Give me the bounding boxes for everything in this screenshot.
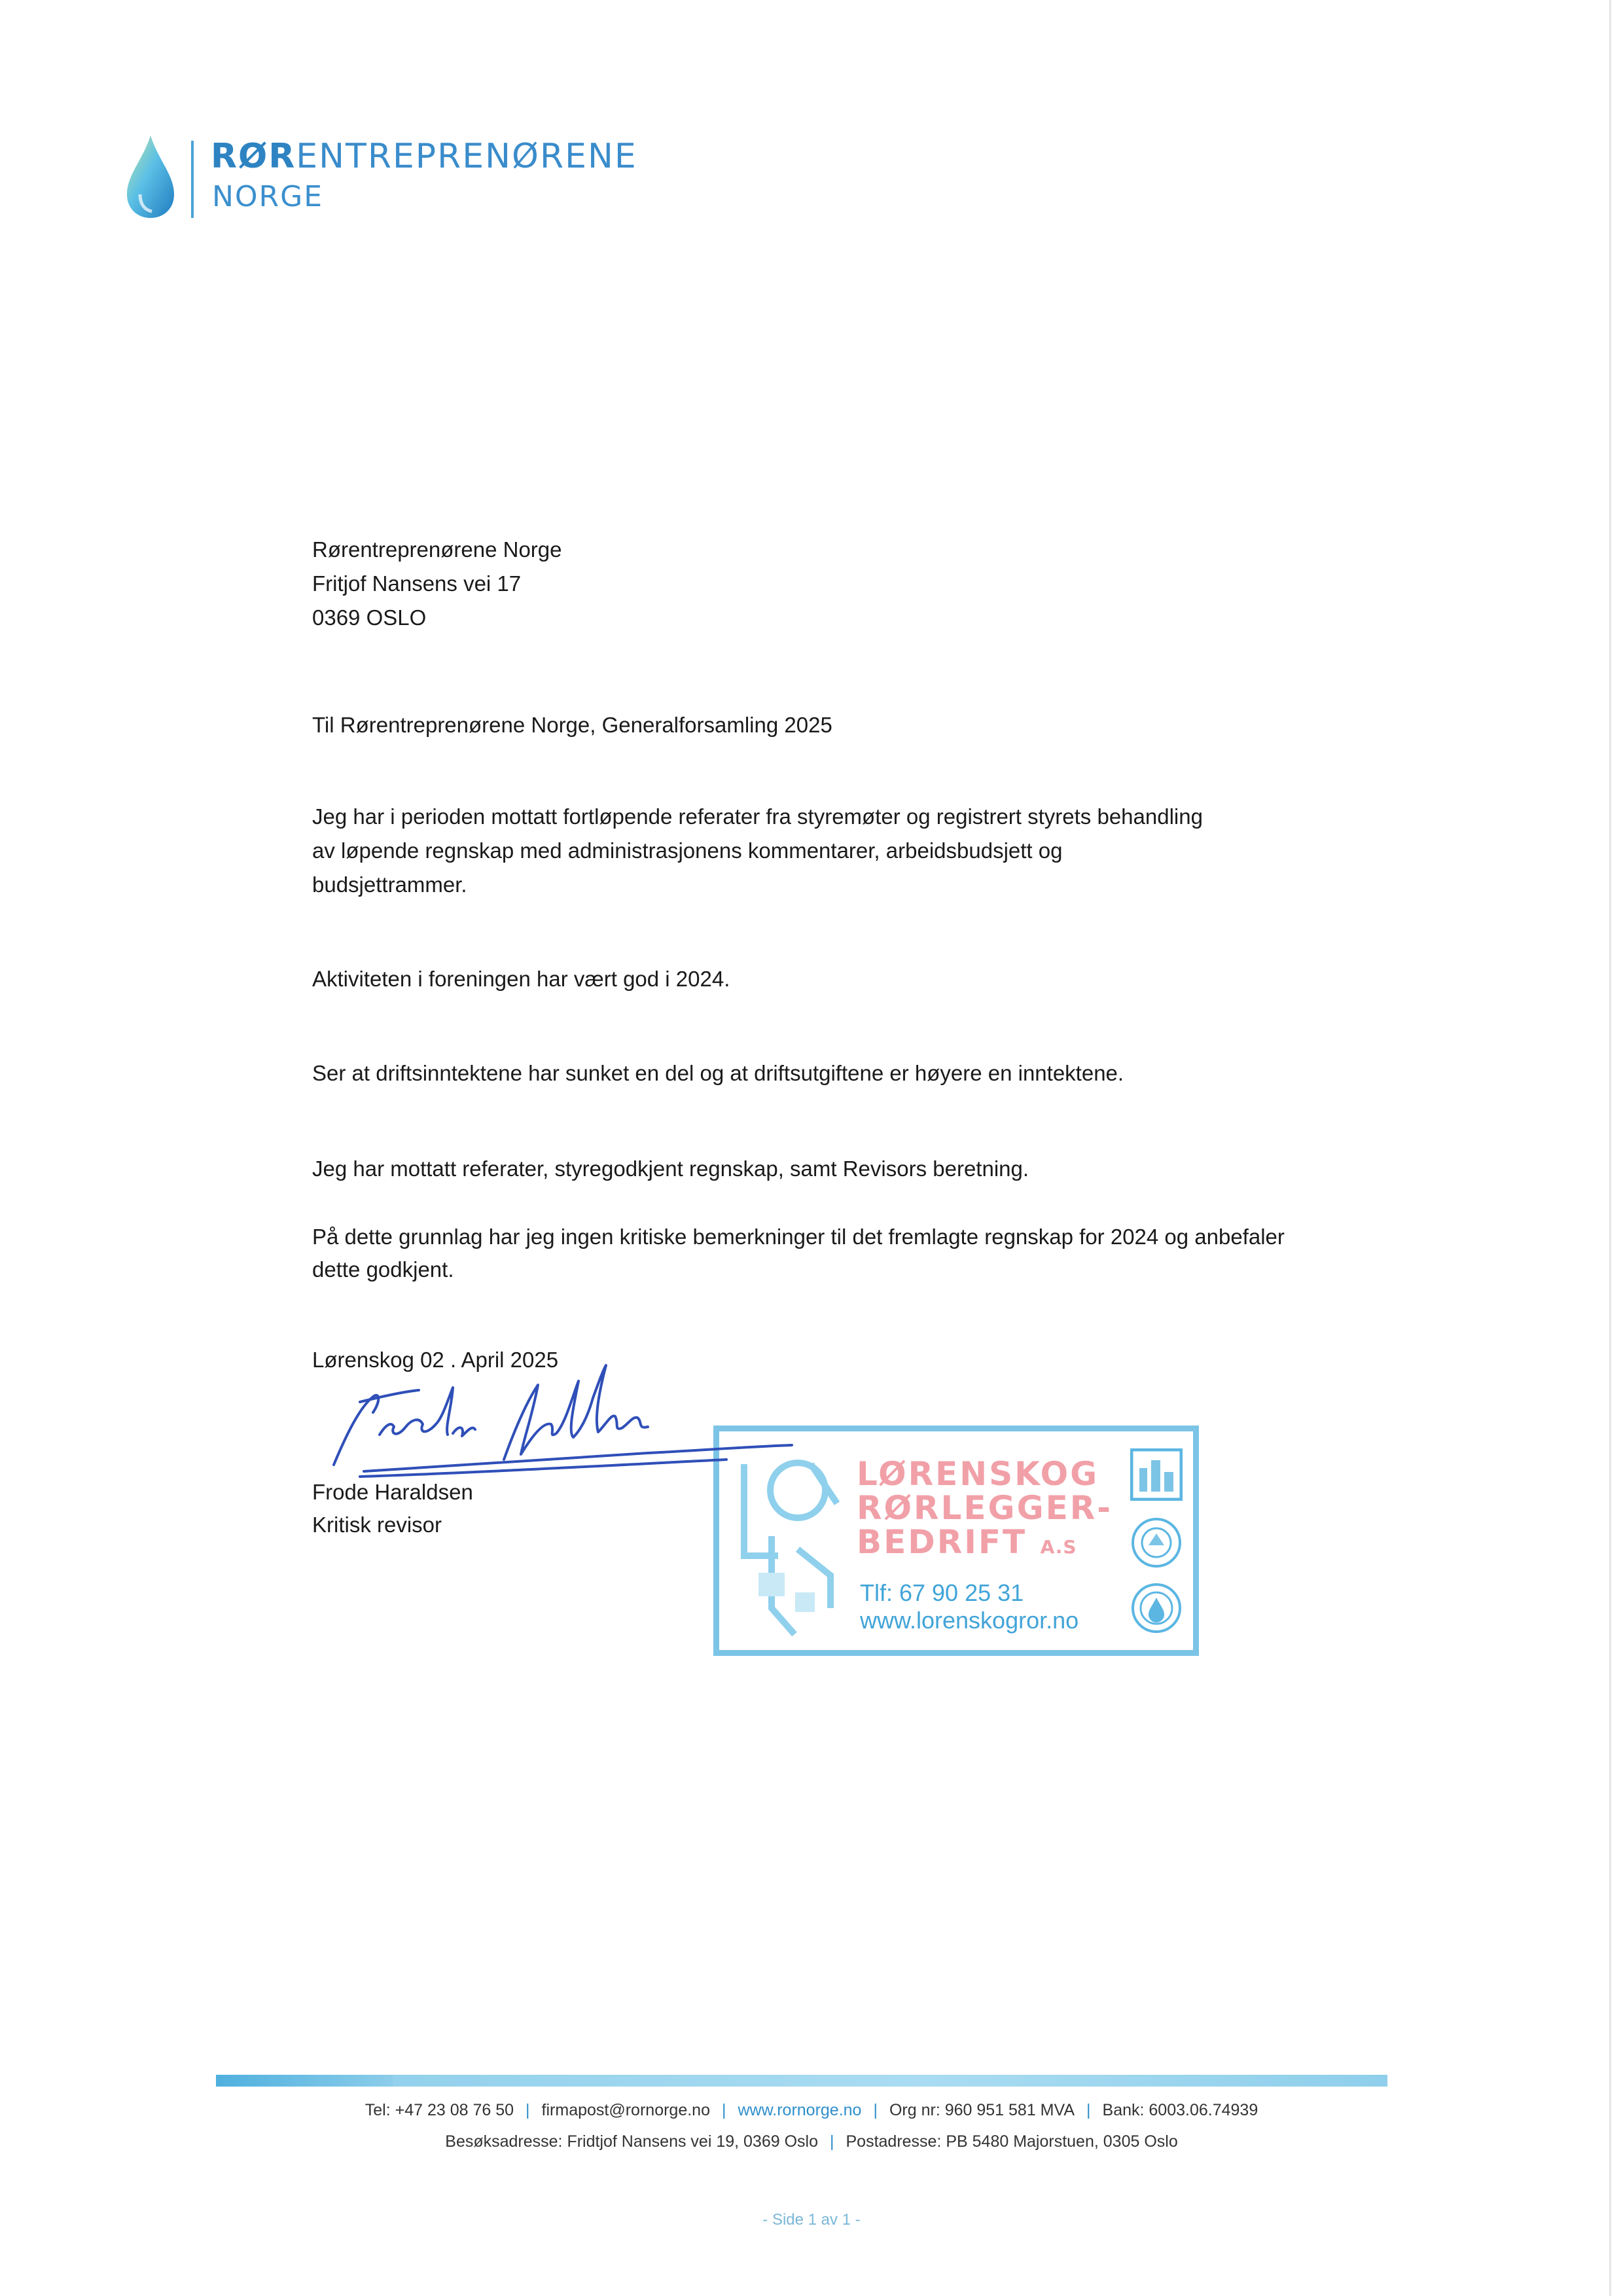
logo-wordmark-bold: RØR bbox=[211, 137, 296, 176]
recipient-name: Rørentreprenørene Norge bbox=[312, 537, 562, 562]
signer-title: Kritisk revisor bbox=[312, 1513, 442, 1537]
stamp-line2: RØRLEGGER- bbox=[857, 1489, 1113, 1527]
footer-website[interactable]: www.rornorge.no bbox=[738, 2101, 862, 2119]
stamp-water-seal-icon bbox=[1130, 1582, 1183, 1634]
letter-heading: Til Rørentreprenørene Norge, Generalforsamling 2025 bbox=[312, 713, 832, 737]
signer-name: Frode Haraldsen bbox=[312, 1480, 473, 1504]
stamp-line1: LØRENSKOG bbox=[857, 1455, 1099, 1493]
water-drop-icon bbox=[124, 134, 177, 219]
stamp-line3-word: BEDRIFT bbox=[857, 1523, 1027, 1561]
body-para5-line1: På dette grunnlag har jeg ingen kritiske bemerkninger til det fremlagte regnskap for 2024 og anbefaler bbox=[312, 1225, 1285, 1249]
footer-separator: | bbox=[1086, 2101, 1091, 2119]
stamp-line3 bbox=[857, 1523, 1077, 1564]
footer-separator: | bbox=[721, 2101, 726, 2119]
stamp-building-icon bbox=[1130, 1448, 1183, 1501]
logo-wordmark-rest: ENTREPRENØRENE bbox=[296, 137, 637, 176]
place-date: Lørenskog 02 . April 2025 bbox=[312, 1348, 559, 1372]
footer-phone: Tel: +47 23 08 76 50 bbox=[365, 2101, 514, 2119]
footer-divider-bar bbox=[216, 2075, 1387, 2087]
stamp-phone: Tlf: 67 90 25 31 bbox=[860, 1579, 1024, 1606]
stamp-line3-suffix: A.S bbox=[1040, 1536, 1077, 1558]
body-para1-line3: budsjettrammer. bbox=[312, 872, 467, 897]
body-para2: Aktiviteten i foreningen har vært god i 2024. bbox=[312, 967, 730, 991]
footer-contact-line bbox=[0, 2101, 1623, 2120]
footer-postal-address: Postadresse: PB 5480 Majorstuen, 0305 Oslo bbox=[846, 2132, 1178, 2151]
footer-bank: Bank: 6003.06.74939 bbox=[1102, 2101, 1258, 2119]
recipient-city: 0369 OSLO bbox=[312, 605, 427, 630]
scan-page-edge bbox=[1609, 0, 1611, 2296]
page-number: - Side 1 av 1 - bbox=[762, 2211, 861, 2229]
logo-divider bbox=[191, 141, 194, 218]
footer-separator: | bbox=[829, 2132, 834, 2151]
footer-separator: | bbox=[873, 2101, 878, 2119]
body-para1-line1: Jeg har i perioden mottatt fortløpende referater fra styremøter og registrert styrets behandling bbox=[312, 804, 1203, 829]
recipient-street: Fritjof Nansens vei 17 bbox=[312, 571, 522, 596]
footer-email[interactable]: firmapost@rornorge.no bbox=[541, 2101, 710, 2119]
body-para4: Jeg har mottatt referater, styregodkjent regnskap, samt Revisors beretning. bbox=[312, 1157, 1029, 1181]
logo-subtitle: NORGE bbox=[212, 180, 324, 213]
body-para3: Ser at driftsinntektene har sunket en del og at driftsutgiftene er høyere en inntektene. bbox=[312, 1061, 1124, 1085]
footer-separator: | bbox=[526, 2101, 530, 2119]
body-para5-line2: dette godkjent. bbox=[312, 1257, 454, 1282]
logo-wordmark bbox=[211, 137, 637, 176]
body-para1-line2: av løpende regnskap med administrasjonens kommentarer, arbeidsbudsjett og bbox=[312, 838, 1063, 863]
handwritten-signature bbox=[308, 1361, 805, 1492]
stamp-website: www.lorenskogror.no bbox=[860, 1607, 1079, 1634]
footer-visit-address: Besøksadresse: Fridtjof Nansens vei 19, 0369 Oslo bbox=[445, 2132, 818, 2151]
footer-org-number: Org nr: 960 951 581 MVA bbox=[889, 2101, 1075, 2119]
footer-address-line bbox=[0, 2132, 1623, 2151]
stamp-guild-seal-icon bbox=[1130, 1516, 1183, 1569]
